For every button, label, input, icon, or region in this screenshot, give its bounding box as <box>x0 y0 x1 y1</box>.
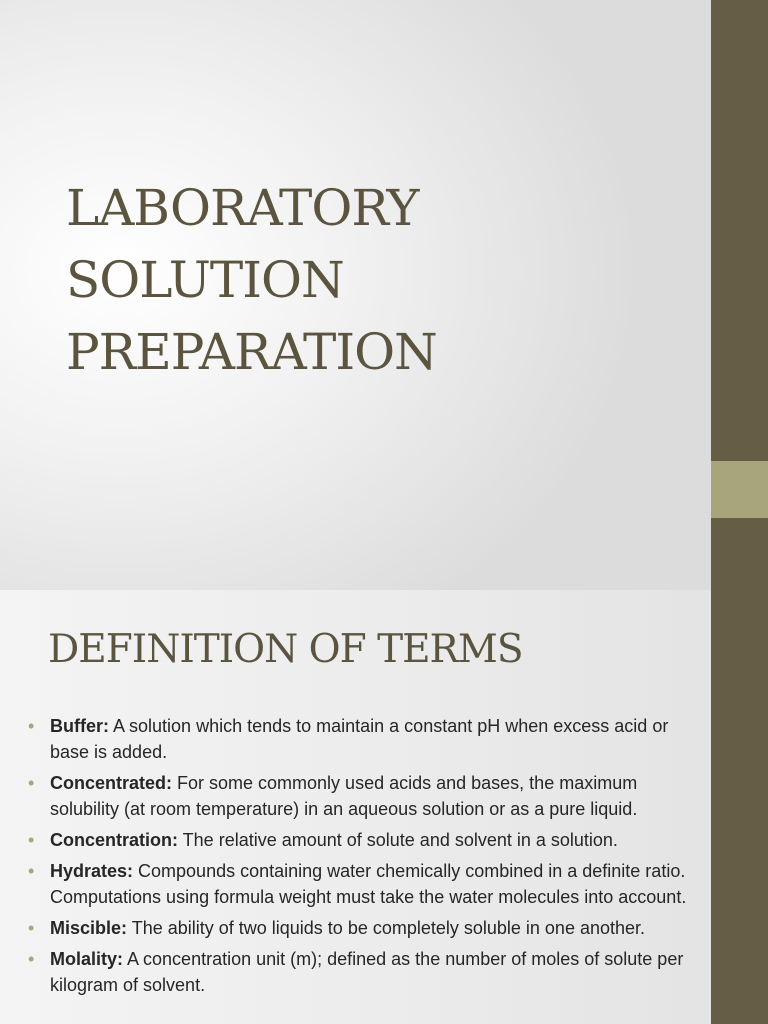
bullet-icon: • <box>28 918 35 938</box>
term-label: Miscible: <box>50 918 128 938</box>
term-definition: A solution which tends to maintain a constant pH when excess acid or base is added. <box>50 716 669 762</box>
bullet-icon: • <box>28 949 35 969</box>
bullet-icon: • <box>28 830 35 850</box>
list-item <box>28 946 700 998</box>
list-item <box>28 858 700 910</box>
title-line: LABORATORY <box>66 179 419 237</box>
term-label: Molality: <box>50 949 124 969</box>
section-heading: DEFINITION OF TERMS <box>48 627 523 672</box>
list-item <box>28 915 700 941</box>
title-line: SOLUTION <box>66 251 344 309</box>
list-item <box>28 827 700 853</box>
term-definition: The relative amount of solute and solvent in a solution. <box>178 830 618 850</box>
side-bar-accent <box>711 461 768 518</box>
list-item <box>28 770 700 822</box>
bullet-icon: • <box>28 861 35 881</box>
term-label: Hydrates: <box>50 861 134 881</box>
term-label: Buffer: <box>50 716 109 736</box>
term-definition: The ability of two liquids to be completely soluble in one another. <box>127 918 646 938</box>
term-definition: Compounds containing water chemically combined in a definite ratio. Computations using formula weight must take the water molecules into account. <box>50 861 687 907</box>
term-definition: A concentration unit (m); defined as the number of moles of solute per kilogram of solvent. <box>50 949 684 995</box>
list-item <box>28 713 700 765</box>
term-label: Concentrated: <box>50 773 173 793</box>
term-definition: For some commonly used acids and bases, the maximum solubility (at room temperature) in an aqueous solution or as a pure liquid. <box>50 773 638 819</box>
bullet-icon: • <box>28 716 35 736</box>
title-line: PREPARATION <box>66 323 437 381</box>
term-label: Concentration: <box>50 830 178 850</box>
bullet-icon: • <box>28 773 35 793</box>
definition-list <box>28 713 700 1003</box>
slide-title <box>66 172 437 388</box>
